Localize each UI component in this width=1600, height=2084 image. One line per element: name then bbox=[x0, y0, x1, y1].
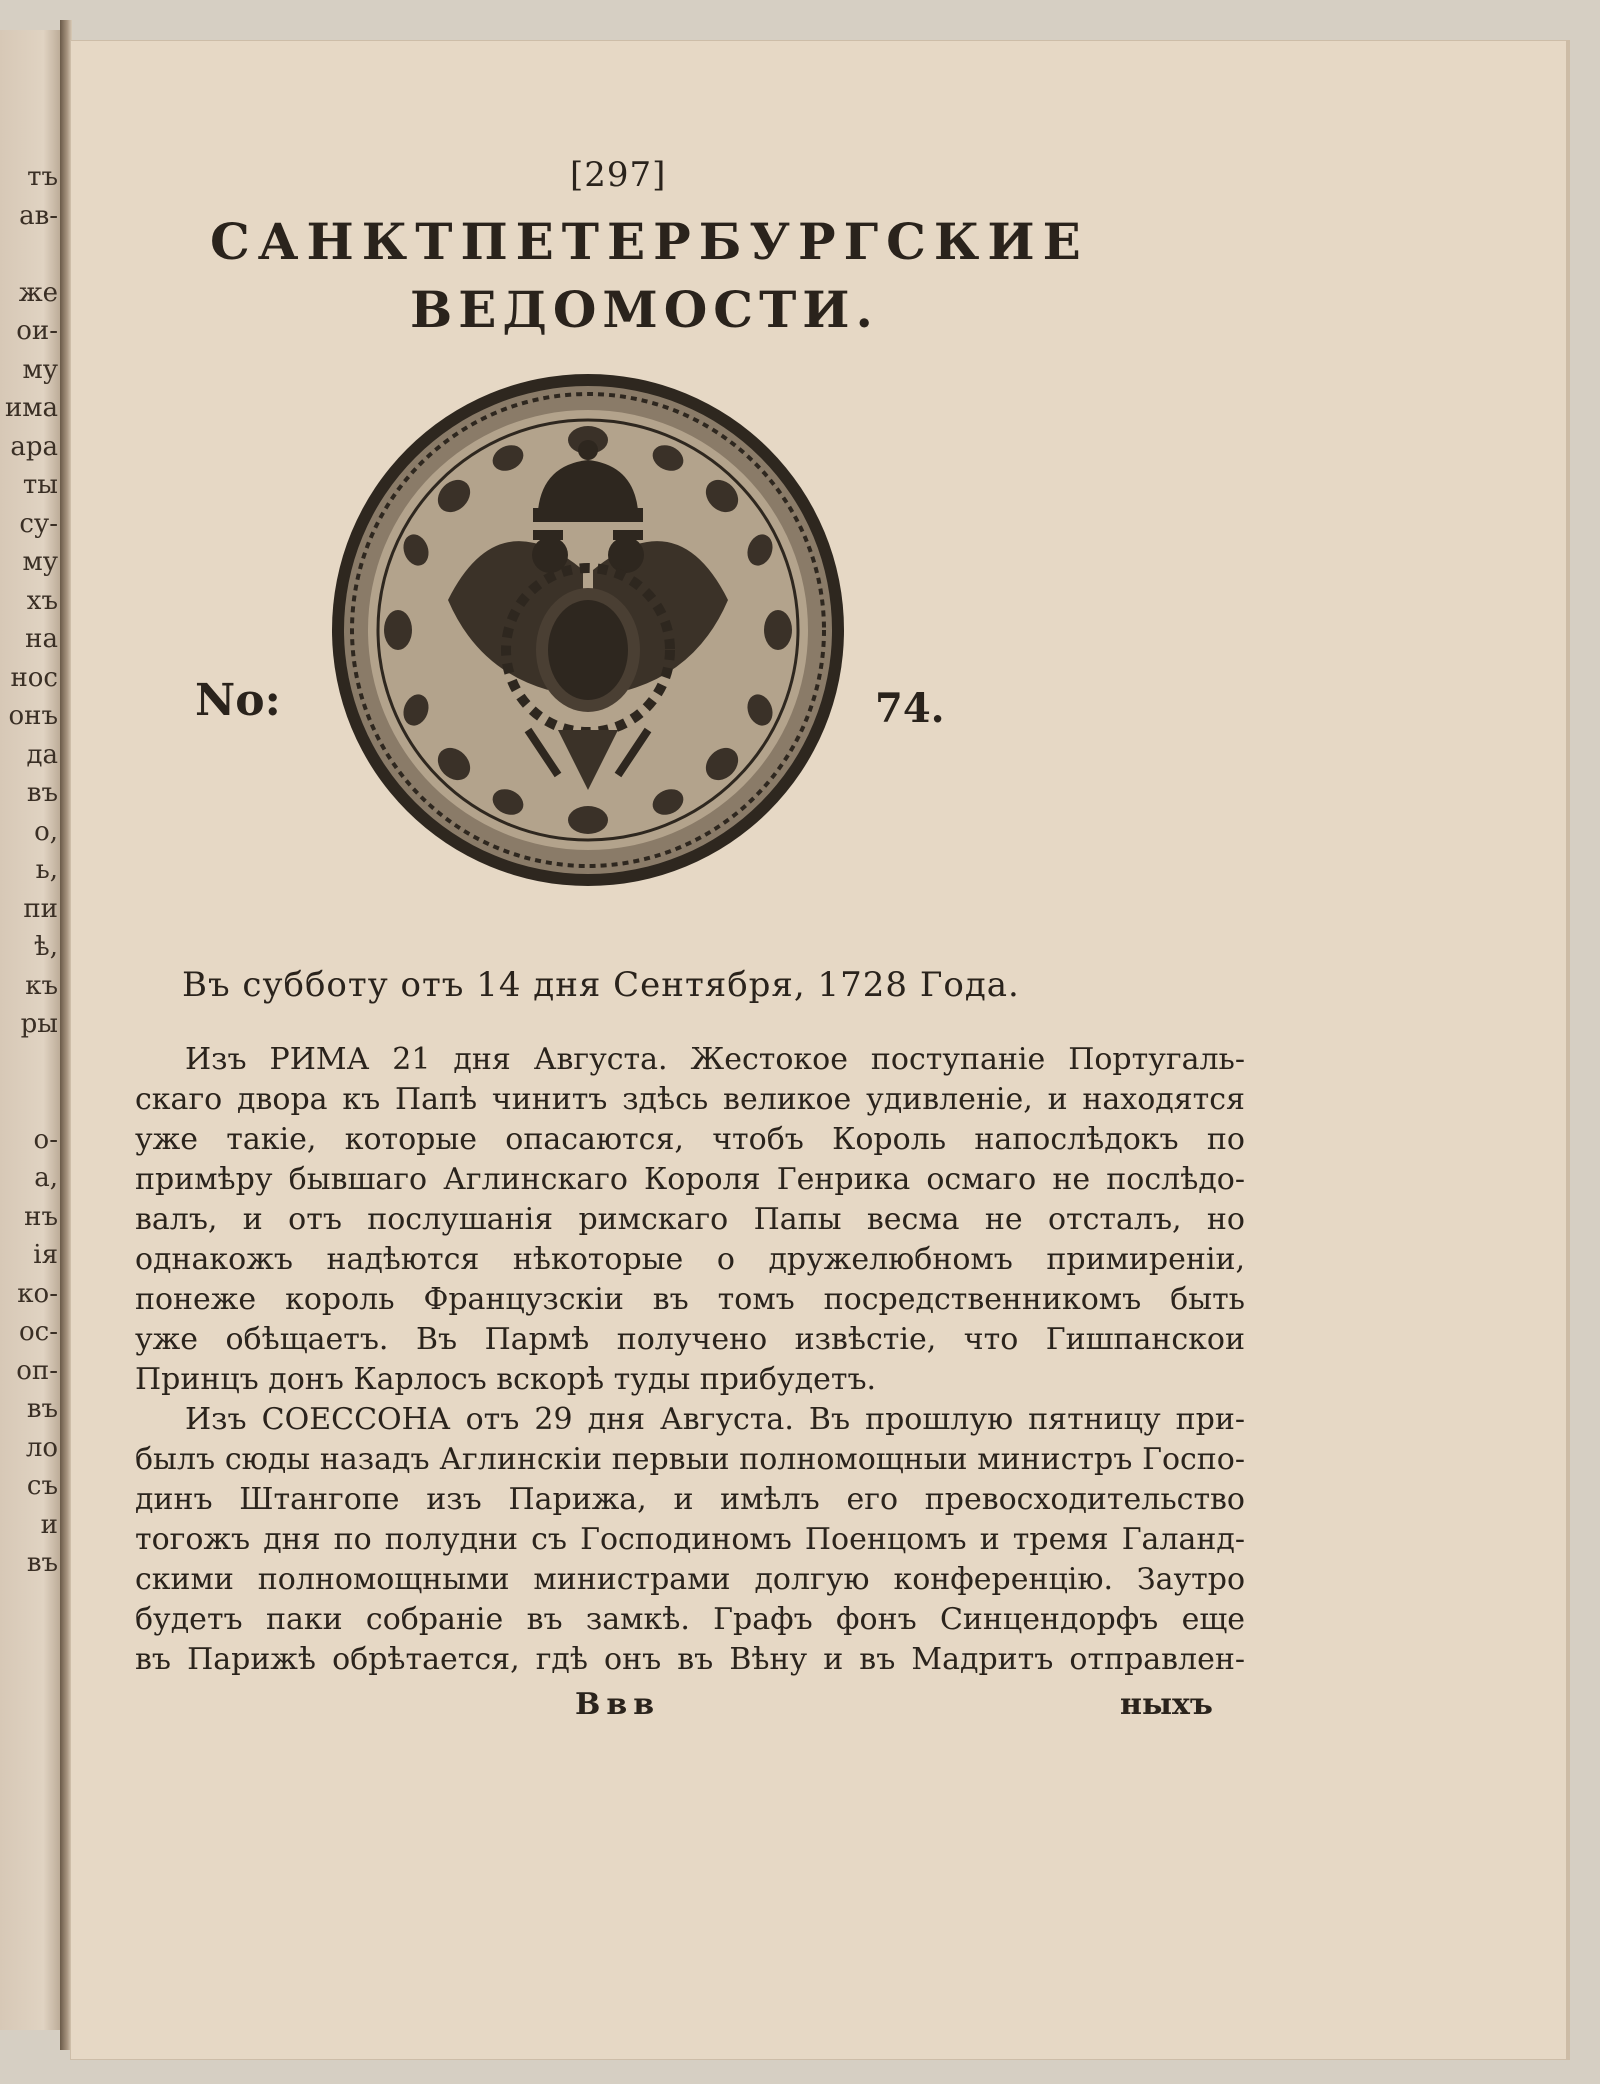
left-page-text-fragment: ав- bbox=[19, 200, 58, 231]
article-line: скими полномощными министрами долгую конференцію. Заутро bbox=[135, 1562, 1245, 1597]
issue-number-value: 74. bbox=[875, 685, 945, 732]
left-page-text-fragment: въ bbox=[26, 778, 58, 808]
left-page-text-fragment: ты bbox=[22, 470, 58, 500]
article-line: тогожъ дня по полудни съ Господиномъ Поенцомъ и тремя Галанд- bbox=[135, 1522, 1245, 1557]
left-page-text-fragment: му bbox=[22, 354, 58, 385]
masthead-title-line1: САНКТПЕТЕРБУРГСКИЕ bbox=[210, 212, 1089, 271]
page-edge bbox=[1566, 40, 1570, 2060]
left-page-text-fragment: тъ bbox=[27, 162, 58, 192]
left-page-text-fragment: ло bbox=[25, 1432, 58, 1463]
left-page-text-fragment: а, bbox=[34, 1163, 58, 1193]
left-page-text-fragment: онъ bbox=[8, 701, 58, 731]
left-page-text-fragment: пи bbox=[23, 893, 58, 924]
left-page-text-fragment: къ bbox=[25, 970, 58, 1001]
left-page-text-fragment: о, bbox=[34, 816, 58, 847]
left-page-text-fragment: съ bbox=[26, 1471, 58, 1501]
signature-mark: Ввв bbox=[575, 1687, 661, 1722]
left-page-text-fragment: о- bbox=[33, 1124, 58, 1155]
left-page-text-fragment: нос bbox=[10, 662, 58, 693]
left-page-edge bbox=[0, 30, 62, 2030]
left-page-text-fragment: има bbox=[4, 393, 58, 423]
left-page-text-fragment: хъ bbox=[26, 585, 58, 616]
left-page-text-fragment: да bbox=[26, 739, 58, 770]
article-line: уже обѣщаетъ. Въ Пармѣ получено извѣстіе, что Гишпанскои bbox=[135, 1322, 1245, 1357]
left-page-text-fragment: ры bbox=[20, 1009, 58, 1039]
left-page-text-fragment: нъ bbox=[24, 1201, 58, 1232]
article-line: примѣру бывшаго Аглинскаго Короля Генрика осмаго не послѣдо- bbox=[135, 1162, 1245, 1197]
left-page-text-fragment: су- bbox=[19, 508, 58, 539]
catchword: ныхъ bbox=[1120, 1687, 1213, 1722]
left-page-text-fragment: ос- bbox=[19, 1317, 58, 1347]
issue-dateline: Въ субботу отъ 14 дня Сентября, 1728 Года. bbox=[182, 965, 1020, 1005]
left-page-text-fragment: ѣ, bbox=[34, 932, 58, 962]
article-line: будетъ паки собраніе въ замкѣ. Графъ фонъ Синцендорфъ еще bbox=[135, 1602, 1245, 1637]
double-headed-eagle-seal-icon bbox=[328, 370, 848, 890]
left-page-text-fragment: оп- bbox=[16, 1355, 58, 1386]
left-page-text-fragment: же bbox=[18, 277, 58, 308]
page-number: [297] bbox=[570, 155, 667, 195]
left-page-text-fragment: ія bbox=[33, 1240, 58, 1270]
left-page-text-fragment: и bbox=[40, 1509, 58, 1540]
article-line: понеже король Французскіи въ томъ посредственникомъ быть bbox=[135, 1282, 1245, 1317]
left-page-text-fragment: на bbox=[25, 624, 58, 654]
left-page-text-fragment: ко- bbox=[17, 1278, 58, 1309]
masthead-title-line2: ВЕДОМОСТИ. bbox=[410, 280, 879, 339]
article-line: Изъ СОЕССОНА отъ 29 дня Августа. Въ прошлую пятницу при- bbox=[185, 1402, 1245, 1437]
left-page-text-fragment: ои- bbox=[16, 316, 58, 346]
left-page-text-fragment: ара bbox=[10, 431, 58, 462]
article-line: скаго двора къ Папѣ чинитъ здѣсь великое удивленіе, и находятся bbox=[135, 1082, 1245, 1117]
left-page-text-fragment: въ bbox=[26, 1394, 58, 1424]
left-page-text-fragment: въ bbox=[26, 1548, 58, 1578]
article-line: былъ сюды назадъ Аглинскіи первыи полномощныи министръ Госпо- bbox=[135, 1442, 1245, 1477]
article-line: въ Парижѣ обрѣтается, гдѣ онъ въ Вѣну и въ Мадритъ отправлен- bbox=[135, 1642, 1245, 1677]
newspaper-page bbox=[70, 40, 1570, 2060]
article-line: однакожъ надѣются нѣкоторые о дружелюбномъ примиреніи, bbox=[135, 1242, 1245, 1277]
article-line: динъ Штангопе изъ Парижа, и имѣлъ его превосходительство bbox=[135, 1482, 1245, 1517]
article-line: Изъ РИМА 21 дня Августа. Жестокое поступаніе Португаль- bbox=[185, 1042, 1245, 1077]
issue-number-label: No: bbox=[195, 675, 281, 726]
article-line: Принцъ донъ Карлосъ вскорѣ туды прибудетъ. bbox=[135, 1362, 877, 1397]
article-line: уже такіе, которые опасаются, чтобъ Король напослѣдокъ по bbox=[135, 1122, 1245, 1157]
article-line: валъ, и отъ послушанія римскаго Папы весма не отсталъ, но bbox=[135, 1202, 1245, 1237]
left-page-text-fragment: ь, bbox=[35, 855, 58, 885]
left-page-text-fragment: му bbox=[22, 547, 58, 577]
